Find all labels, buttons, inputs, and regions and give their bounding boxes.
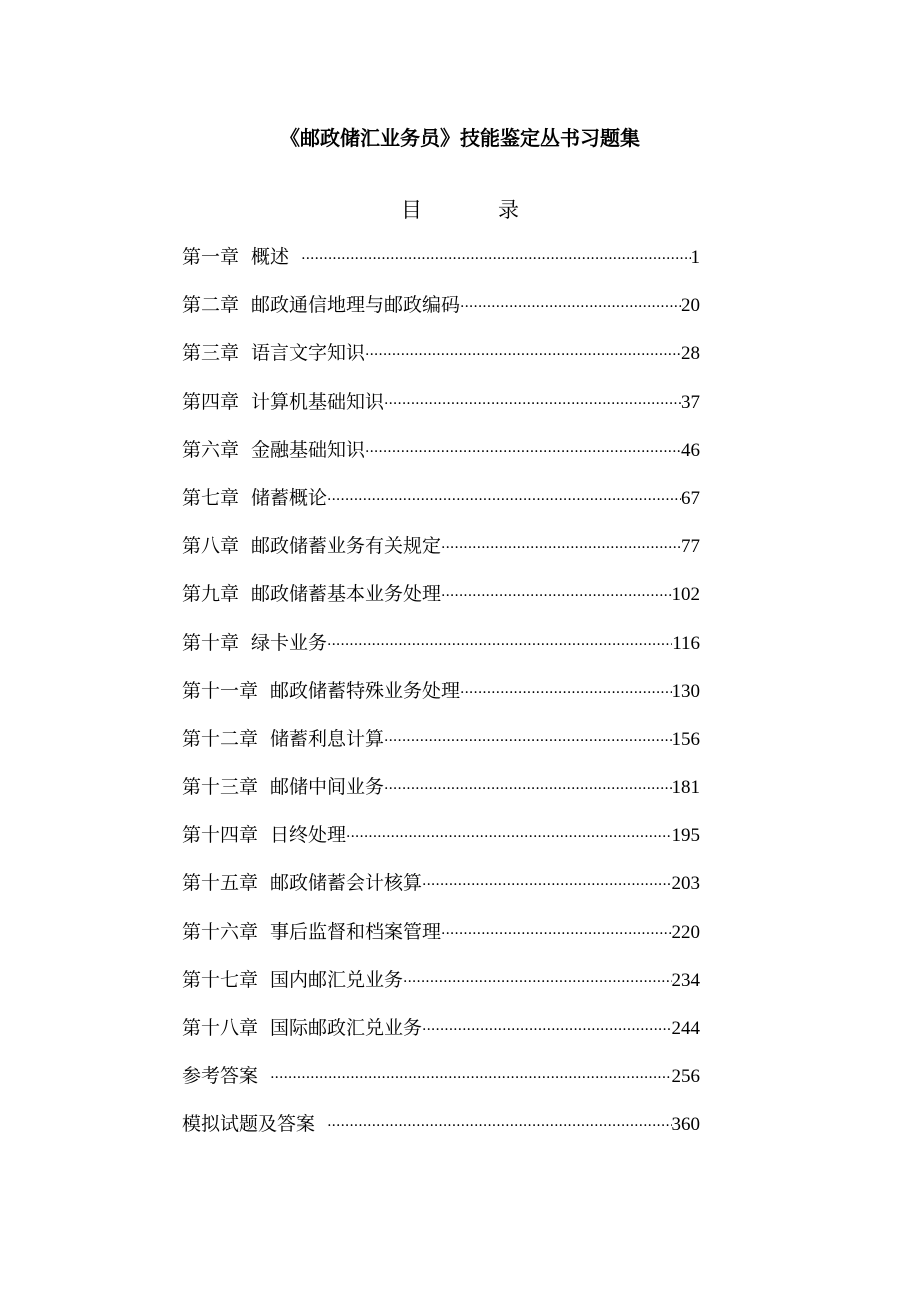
toc-entry[interactable] (182, 1061, 700, 1109)
page-number: 116 (672, 632, 700, 654)
page-number: 20 (681, 295, 700, 317)
dot-leader (422, 1022, 671, 1038)
dot-leader (441, 588, 671, 604)
dot-leader (365, 347, 681, 363)
dot-leader (384, 396, 681, 412)
page-number: 67 (681, 487, 700, 509)
chapter-title: 语言文字知识 (251, 342, 366, 365)
chapter-number: 第三章 (182, 342, 240, 365)
toc-entry[interactable] (182, 483, 700, 531)
toc-entry[interactable] (182, 1013, 700, 1061)
toc-entry[interactable] (182, 965, 700, 1013)
chapter-number: 第二章 (182, 294, 240, 317)
dot-leader (384, 733, 671, 749)
chapter-title: 参考答案 (182, 1065, 259, 1088)
chapter-number: 第十七章 (182, 968, 259, 991)
toc-entry-label (182, 628, 327, 655)
page-number: 256 (671, 1066, 700, 1088)
toc-entry-label (182, 338, 365, 365)
toc-entry-label (182, 1013, 422, 1040)
toc-entry[interactable] (182, 531, 700, 579)
toc-entry-label (182, 1109, 327, 1136)
toc-entry[interactable] (182, 868, 700, 916)
dot-leader (422, 877, 671, 893)
chapter-number: 第十一章 (182, 679, 259, 702)
toc-entry[interactable] (182, 917, 700, 965)
chapter-title: 国内邮汇兑业务 (270, 968, 404, 991)
dot-leader (460, 685, 671, 701)
chapter-title: 储蓄利息计算 (270, 727, 385, 750)
toc-heading-char: 目 (401, 198, 422, 222)
page-number: 203 (671, 873, 700, 895)
chapter-number: 第六章 (182, 438, 240, 461)
toc-heading (0, 194, 920, 224)
chapter-title: 模拟试题及答案 (182, 1113, 316, 1136)
toc-entry[interactable] (182, 338, 700, 386)
toc-entry[interactable] (182, 387, 700, 435)
chapter-title: 邮政储蓄特殊业务处理 (270, 679, 461, 702)
chapter-number: 第十三章 (182, 776, 259, 799)
toc-entry[interactable] (182, 579, 700, 627)
page-number: 156 (671, 728, 700, 750)
chapter-number: 第十六章 (182, 920, 259, 943)
page-number: 234 (671, 969, 700, 991)
chapter-number: 第十二章 (182, 727, 259, 750)
dot-leader (327, 1118, 671, 1134)
toc-entry-label (182, 579, 441, 606)
toc-entry-label (182, 820, 346, 847)
chapter-title: 事后监督和档案管理 (270, 920, 442, 943)
toc-entry-label (182, 387, 384, 414)
dot-leader (441, 926, 671, 942)
chapter-title: 国际邮政汇兑业务 (270, 1017, 423, 1039)
dot-leader (403, 974, 671, 990)
page-number: 37 (681, 391, 700, 413)
chapter-title: 储蓄概论 (251, 486, 328, 509)
chapter-number: 第一章 (182, 246, 240, 268)
chapter-number: 第十四章 (182, 824, 259, 847)
page-number: 28 (681, 343, 700, 365)
page-number: 46 (681, 439, 700, 461)
toc-entry-label (182, 676, 460, 703)
page-number: 77 (681, 536, 700, 558)
toc-entry-label (182, 290, 460, 317)
toc-entry-label (182, 724, 384, 751)
chapter-title: 金融基础知识 (251, 438, 366, 461)
table-of-contents (182, 242, 700, 1158)
toc-entry-label (182, 868, 422, 895)
toc-entry[interactable] (182, 772, 700, 820)
toc-entry[interactable] (182, 676, 700, 724)
toc-entry[interactable] (182, 1109, 700, 1157)
chapter-title: 计算机基础知识 (251, 390, 385, 413)
chapter-title: 邮政储蓄会计核算 (270, 872, 423, 895)
toc-entry[interactable] (182, 435, 700, 483)
toc-entry-label (182, 917, 441, 944)
chapter-number: 第八章 (182, 535, 240, 558)
page-number: 1 (690, 247, 700, 268)
chapter-title: 概述 (251, 246, 290, 268)
dot-leader (327, 637, 672, 653)
page-number: 360 (671, 1114, 700, 1136)
toc-heading-char: 录 (498, 198, 519, 222)
chapter-number: 第十八章 (182, 1017, 259, 1039)
dot-leader (327, 492, 681, 508)
toc-entry-label (182, 965, 403, 992)
chapter-number: 第七章 (182, 486, 240, 509)
page-number: 181 (671, 777, 700, 799)
chapter-title: 日终处理 (270, 824, 347, 847)
toc-entry-label (182, 242, 301, 269)
toc-entry[interactable] (182, 820, 700, 868)
toc-entry-label (182, 772, 384, 799)
toc-entry[interactable] (182, 242, 700, 290)
page-number: 220 (671, 921, 700, 943)
page-number: 244 (671, 1018, 700, 1039)
dot-leader (460, 299, 681, 315)
toc-entry-label (182, 1061, 270, 1088)
chapter-title: 绿卡业务 (251, 631, 328, 654)
document-title: 《邮政储汇业务员》技能鉴定丛书习题集 (280, 126, 640, 150)
chapter-number: 第十章 (182, 631, 240, 654)
page-number: 130 (671, 680, 700, 702)
dot-leader (270, 1070, 671, 1086)
chapter-number: 第四章 (182, 390, 240, 413)
page-number: 102 (671, 584, 700, 606)
chapter-number: 第九章 (182, 583, 240, 606)
dot-leader (365, 444, 681, 460)
toc-entry[interactable] (182, 290, 700, 338)
chapter-title: 邮政通信地理与邮政编码 (251, 294, 461, 317)
toc-entry[interactable] (182, 724, 700, 772)
dot-leader (301, 251, 690, 267)
toc-entry[interactable] (182, 628, 700, 676)
chapter-number: 第十五章 (182, 872, 259, 895)
toc-entry-label (182, 435, 365, 462)
toc-entry-label (182, 483, 327, 510)
toc-entry-label (182, 531, 441, 558)
chapter-title: 邮政储蓄业务有关规定 (251, 535, 442, 558)
dot-leader (441, 540, 681, 556)
dot-leader (384, 781, 671, 797)
dot-leader (346, 829, 671, 845)
chapter-title: 邮政储蓄基本业务处理 (251, 583, 442, 606)
page-number: 195 (671, 825, 700, 847)
chapter-title: 邮储中间业务 (270, 776, 385, 799)
